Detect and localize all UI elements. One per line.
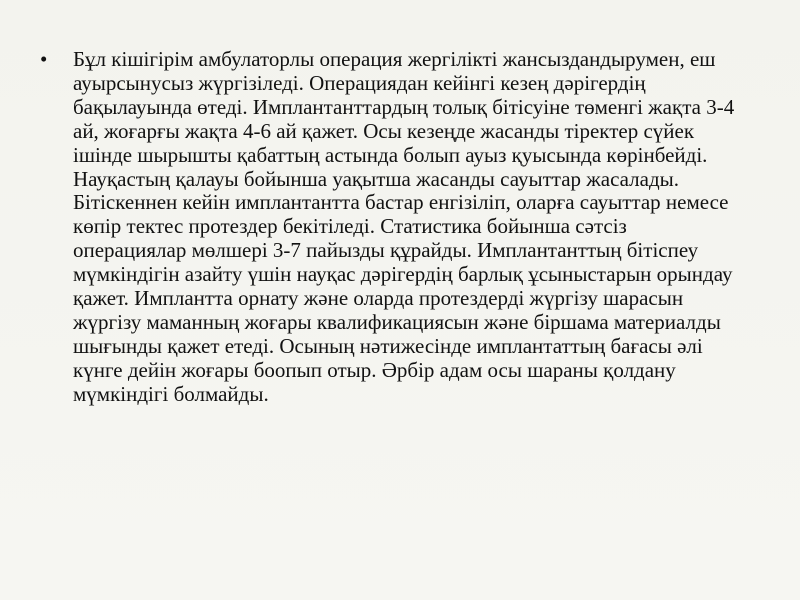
bullet-icon: • xyxy=(40,47,48,71)
bullet-item xyxy=(40,48,745,407)
bullet-paragraph: Бұл кішігірім амбулаторлы операция жергілікті жансыздандырумен, еш ауырсынусыз жүргізіледі. Операциядан кейінгі кезең дәрігердің бақылауында өтеді. Имплантанттардың толық бітісуіне төменгі жақта 3-4 ай, жоғарғы жақта 4-6 ай қажет. Осы кезеңде жасанды тіректер сүйек ішінде шырышты қабаттың астында болып ауыз қуысында көрінбейді. Науқастың қалауы бойынша уақытша жасанды сауыттар жасалады. Бітіскеннен кейін имплантантта бастар енгізіліп, оларға сауыттар немесе көпір тектес протездер бекітіледі. Статистика бойынша сәтсіз операциялар мөлшері 3-7 пайызды құрайды. Имплантанттың бітіспеу мүмкіндігін азайту үшін науқас дәрігердің барлық ұсыныстарын орындау қажет. Имплантта орнату және оларда протездерді жүргізу шарасын жүргізу маманның жоғары квалификациясын және біршама материалды шығынды қажет етеді. Осының нәтижесінде имплантаттың бағасы әлі күнге дейін жоғары боопып отыр. Әрбір адам осы шараны қолдану мүмкіндігі болмайды. xyxy=(73,47,735,406)
slide-content xyxy=(40,48,745,407)
